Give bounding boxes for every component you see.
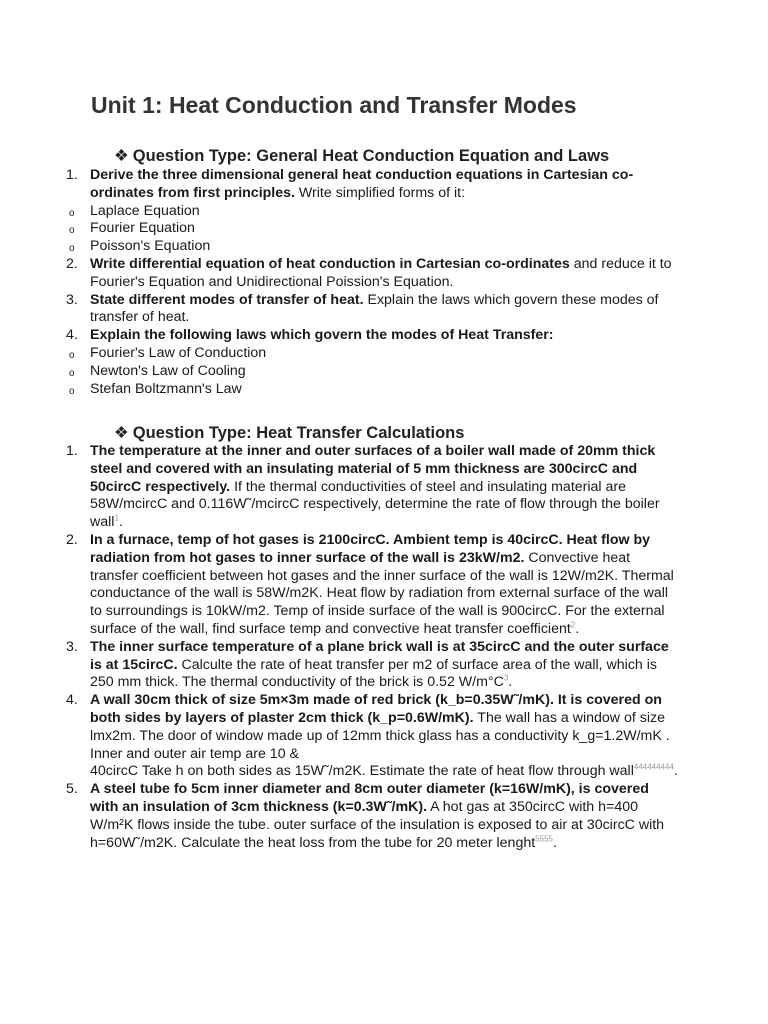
question-bold-text: Write differential equation of heat conduction in Cartesian co-ordinates xyxy=(90,255,570,272)
question-item xyxy=(66,443,680,532)
sub-bullet-text: Laplace Equation xyxy=(90,202,200,219)
question-text: Explain the laws which govern these modes of transfer of heat. xyxy=(90,291,659,326)
question-end: . xyxy=(575,620,580,637)
footnote-ref[interactable]: 5555 xyxy=(535,833,553,843)
question-bold-text: Explain the following laws which govern the modes of Heat Transfer: xyxy=(90,327,554,344)
question-text: The wall has a window of size lmx2m. The door of window made up of 12mm thick glass has a conductivity k_g=1.2W/mK . Inner and outer air temp are 10 & xyxy=(90,709,670,762)
question-text: If the thermal conductivities of steel and insulating material are 58W/mcircC and 0.116W˜/mcircC respectively, determine the rate of flow through the boiler wall xyxy=(90,478,660,531)
question-end: . xyxy=(673,763,678,780)
question-list-general xyxy=(66,167,680,398)
question-bold-text: A wall 30cm thick of size 5m×3m made of red brick (k_b=0.35W˜/mK). It is covered on both sides by layers of plaster 2cm thick (k_p=0.6W/mK). xyxy=(90,692,662,726)
question-bold-text: State different modes of transfer of heat. xyxy=(90,291,364,308)
question-item xyxy=(66,292,680,328)
sub-bullet-text: Fourier's Law of Conduction xyxy=(90,344,267,361)
question-end: . xyxy=(118,514,123,531)
diamond-bullet-icon: ❖ xyxy=(114,424,129,442)
question-item xyxy=(66,692,680,781)
circle-bullet-icon: o xyxy=(69,225,75,237)
circle-bullet-icon: o xyxy=(69,243,75,255)
question-text: Write simplified forms of it: xyxy=(294,184,466,201)
sub-bullet-text: Stefan Boltzmann's Law xyxy=(90,380,242,397)
question-item xyxy=(66,532,680,639)
page-title: Unit 1: Heat Conduction and Transfer Modes xyxy=(91,92,577,118)
question-bold-text: Derive the three dimensional general heat conduction equations in Cartesian co-ordinates from first principles. xyxy=(90,167,634,201)
question-item xyxy=(66,327,680,345)
question-text-continued: 40circC Take h on both sides as 15W˜/m2K. Estimate the rate of heat flow through wall xyxy=(90,763,634,780)
question-number: 1. xyxy=(66,443,78,459)
question-text: and reduce it to Fourier's Equation and Unidirectional Poission's Equation. xyxy=(90,255,672,290)
sub-bullet-text: Newton's Law of Cooling xyxy=(90,362,246,379)
question-end: . xyxy=(508,674,513,691)
question-number: 2. xyxy=(66,255,78,272)
sub-bullet xyxy=(66,238,680,256)
circle-bullet-icon: o xyxy=(69,207,75,219)
circle-bullet-icon: o xyxy=(69,367,75,379)
question-text: Convective heat transfer coefficient between hot gases and the inner surface of the wall is 12W/m2K. Thermal conductance of the wall is 58W/m2K. Heat flow by radiation from external surface of the wall to surroundings is 10kW/m2. Temp of inside surface of the wall is 900circC. For the external surface of the wall, find surface temp and convective heat transfer coefficient xyxy=(90,549,674,637)
footnote-ref[interactable]: 2 xyxy=(570,620,576,630)
question-number: 2. xyxy=(66,531,78,548)
question-item xyxy=(66,167,680,203)
question-number: 5. xyxy=(66,781,78,798)
question-number: 1. xyxy=(66,167,78,183)
question-number: 4. xyxy=(66,327,78,344)
section-heading-text: Question Type: General Heat Conduction Equation and Laws xyxy=(132,147,610,165)
question-item xyxy=(66,781,680,852)
footnote-ref[interactable]: 444444444 xyxy=(633,762,674,772)
circle-bullet-icon: o xyxy=(69,349,75,361)
question-item xyxy=(66,639,680,692)
footnote-ref[interactable]: 3 xyxy=(503,673,509,683)
footnote-ref[interactable]: 1 xyxy=(114,513,119,523)
question-text: A hot gas at 350circC with h=400 W/m²K flows inside the tube. outer surface of the insulation is exposed to air at 30circC with h=60W˜/m2K. Calculate the heat loss from the tube for 20 meter lenght xyxy=(90,798,665,851)
question-list-calculations xyxy=(66,443,680,852)
question-text: Calculte the rate of heat transfer per m2 of surface area of the wall, which is 250 mm thick. The thermal conductivity of the brick is 0.52 W/m°C xyxy=(90,656,658,691)
sub-bullet xyxy=(66,345,680,363)
question-number: 3. xyxy=(66,638,78,655)
circle-bullet-icon: o xyxy=(69,385,75,397)
question-number: 4. xyxy=(66,692,78,709)
question-bold-text: The temperature at the inner and outer surfaces of a boiler wall made of 20mm thick steel and covered with an insulating material of 5 mm thickness are 300circC and 50circC respectively. xyxy=(90,443,656,495)
section-heading-general xyxy=(114,146,609,166)
sub-bullet xyxy=(66,220,680,238)
sub-bullet xyxy=(66,203,680,221)
question-bold-text: In a furnace, temp of hot gases is 2100circC. Ambient temp is 40circC. Heat flow by radiation from hot gases to inner surface of the wall is 23kW/m2. xyxy=(90,531,651,566)
diamond-bullet-icon: ❖ xyxy=(114,147,129,165)
question-item xyxy=(66,256,680,292)
section-heading-calculations xyxy=(114,423,464,443)
sub-bullet-text: Fourier Equation xyxy=(90,220,195,237)
question-number: 3. xyxy=(66,291,78,308)
section-heading-text: Question Type: Heat Transfer Calculations xyxy=(132,424,465,442)
question-bold-text: The inner surface temperature of a plane brick wall is at 35circC and the outer surface is at 15circC. xyxy=(90,638,669,673)
sub-bullet xyxy=(66,363,680,381)
question-bold-text: A steel tube fo 5cm inner diameter and 8cm outer diameter (k=16W/mK), is covered with an insulation of 3cm thickness (k=0.3W˜/mK). xyxy=(90,781,649,815)
sub-bullet xyxy=(66,381,680,399)
question-end: . xyxy=(552,834,557,851)
sub-bullet-text: Poisson's Equation xyxy=(90,238,211,255)
